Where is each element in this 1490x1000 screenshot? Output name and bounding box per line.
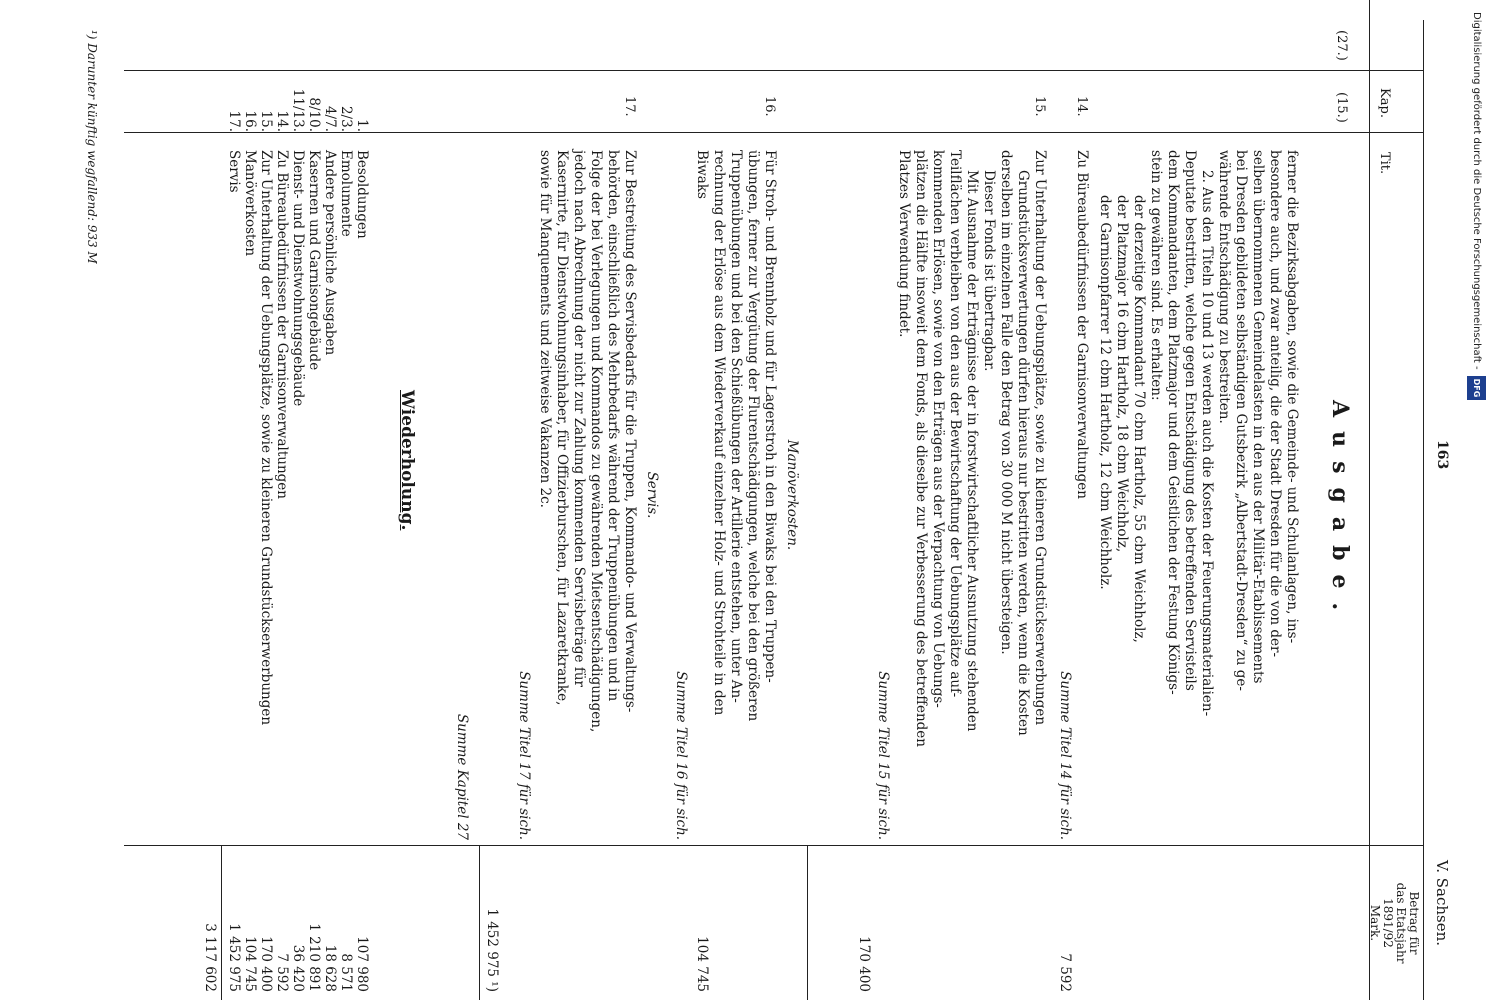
text-line: Mit Ausnahme der Erträgnisse der in forstwirtschaftlicher Ausnutzung stehenden bbox=[964, 170, 980, 732]
recap-label: Dienst- und Dienstwohnungsgebäude bbox=[290, 150, 306, 407]
col-betrag bbox=[1368, 848, 1420, 998]
page-number: 163 bbox=[1434, 440, 1450, 470]
recap-label: Zur Unterhaltung der Uebungsplätze, sowie zu kleineren Grundstückserwerbungen bbox=[258, 150, 274, 726]
text-line: Grundstücksverwertungen dürfen hieraus nur bestritten werden, wenn die Kosten bbox=[1015, 170, 1031, 736]
recap-label: Andere persönliche Ausgaben bbox=[322, 150, 338, 356]
recap-amount: 36 420 bbox=[290, 944, 306, 992]
col-tit: Tit. bbox=[1377, 151, 1392, 175]
recap-no: 8/10. bbox=[306, 97, 322, 132]
continuation-remarks bbox=[1096, 150, 1300, 840]
titel-17-number: 17. bbox=[622, 96, 637, 117]
text-line: dem Kommandanten, dem Platzmajor und dem Geistlichen der Festung Königs- bbox=[1165, 150, 1181, 695]
recap-label: Emolumente bbox=[338, 150, 354, 237]
text-line: währende Entschädigung zu bestreiten. bbox=[1216, 150, 1232, 424]
col-betrag-line: das Etatsjahr bbox=[1394, 882, 1408, 964]
servis-heading: Servis. bbox=[644, 471, 660, 519]
text-line: 2. Aus den Titeln 10 und 13 werden auch die Kosten der Feuerungsmaterialien- bbox=[1199, 170, 1215, 717]
recap-row bbox=[337, 0, 354, 1000]
recap-amount: 7 592 bbox=[274, 953, 290, 992]
text-line: der Garnisonpfarrer 12 cbm Hartholz, 12 cbm Weichholz. bbox=[1097, 195, 1113, 590]
titel-17-text bbox=[515, 150, 638, 840]
text-line: Truppenübungen und bei den Schießübungen der Artillerie entstehen, unter An- bbox=[728, 150, 744, 703]
recap-label: Besoldungen bbox=[354, 150, 370, 239]
recap-row bbox=[353, 0, 370, 1000]
recap-no: 2/3. bbox=[338, 105, 354, 132]
recap-label: Servis bbox=[226, 150, 242, 193]
recap-row bbox=[257, 0, 274, 1000]
text-line: Deputate bestritten, welche gegen Entschädigung des betreffenden Servisteils bbox=[1182, 150, 1198, 691]
text-line: Folge der bei Verlegungen und Kommandos zu gewährenden Mietsentschädigungen, bbox=[588, 150, 604, 733]
recap-label: Zu Büreaubedürfnissen der Garnisonverwaltungen bbox=[274, 150, 290, 499]
tit-number: (15.) bbox=[1334, 92, 1349, 123]
col-kap: Kap. bbox=[1377, 88, 1392, 118]
recap-no: 11/13. bbox=[290, 88, 306, 132]
recap-no: 14. bbox=[274, 110, 290, 132]
recap-title: Wiederholung. bbox=[397, 390, 417, 531]
recap-row bbox=[225, 0, 242, 1000]
text-line: selben übernommenen Gemeindelasten in den aus der Militär-Etablissements bbox=[1250, 150, 1266, 684]
text-line: Platzes Verwendung findet. bbox=[896, 150, 912, 338]
text-line: rechnung der Erlöse aus dem Wiederverkauf einzelner Holz- und Strohteile in den bbox=[711, 150, 727, 716]
titel-16-amount: 104 745 bbox=[694, 936, 710, 992]
titel-16-sum: Summe Titel 16 für sich. bbox=[673, 671, 689, 840]
recap-amount: 8 571 bbox=[338, 953, 354, 992]
titel-14-number: 14. bbox=[1074, 96, 1089, 117]
titel-17-amount: 1 452 975 ¹) bbox=[484, 908, 500, 992]
recap-no: 16. bbox=[242, 110, 258, 132]
col-betrag-line: Mark. bbox=[1368, 904, 1382, 942]
text-line: besondere auch, und zwar anteilig, die der Stadt Dresden für die von der- bbox=[1267, 150, 1283, 658]
recap-no: 1. bbox=[354, 119, 370, 132]
recap-amount: 1 452 975 bbox=[226, 923, 242, 992]
titel-17-sum: Summe Titel 17 für sich. bbox=[516, 671, 532, 840]
text-line: Kasernirte, für Dienstwohnungsinhaber, für Offizierburschen, für Lazaretkranke, bbox=[554, 150, 570, 706]
top-rule bbox=[1423, 20, 1424, 1000]
recap-total: 3 117 602 bbox=[202, 923, 218, 992]
ausgabe-title: Ausgabe. bbox=[1327, 400, 1353, 625]
col-betrag-line: Betrag für bbox=[1407, 891, 1421, 955]
recap-row bbox=[241, 0, 258, 1000]
titel-16-number: 16. bbox=[762, 96, 777, 117]
text-line: bei Dresden gebildeten selbständigen Gutsbezirk „Albertstadt-Dresden“ zu ge- bbox=[1233, 150, 1249, 691]
text-line: der derzeitige Kommandant 70 cbm Hartholz, 55 cbm Weichholz, bbox=[1131, 195, 1147, 643]
manoever-heading: Manöverkosten. bbox=[784, 439, 800, 551]
credit-text: Digitalisierung gefördert durch die Deutsche Forschungsgemeinschaft - bbox=[1471, 12, 1483, 370]
recap-amount: 1 210 891 bbox=[306, 923, 322, 992]
text-line: behörden, einschließlich des Mehrbedarfs während der Truppenübungen und in bbox=[605, 150, 621, 702]
titel-15-number: 15. bbox=[1032, 96, 1047, 117]
titel-15-amount: 170 400 bbox=[856, 936, 872, 992]
text-line: Für Stroh- und Brennholz und für Lagerstroh in den Biwaks bei den Truppen- bbox=[762, 150, 778, 683]
titel-15-sum: Summe Titel 15 für sich. bbox=[875, 671, 891, 840]
text-line: ferner die Bezirksabgaben, sowie die Gemeinde- und Schulanlagen, ins- bbox=[1284, 150, 1300, 644]
titel-15-text bbox=[874, 150, 1048, 840]
recap-no: 4/7. bbox=[322, 105, 338, 132]
text-line: kommenden Erlösen, sowie von den Erträgen aus der Verpachtung von Uebungs- bbox=[930, 150, 946, 708]
recap-label: Kasernen und Garnisongebäude bbox=[306, 150, 322, 371]
text-line: Zu Büreaubedürfnissen der Garnisonverwaltungen bbox=[1074, 150, 1090, 499]
text-line: sowie für Manquements und zeitweise Vakanzen 2c. bbox=[537, 150, 553, 508]
recap-row bbox=[273, 0, 290, 1000]
text-line: der Platzmajor 16 cbm Hartholz, 18 cbm Weichholz, bbox=[1114, 195, 1130, 553]
section-title: V. Sachsen. bbox=[1433, 860, 1451, 947]
recap-amount: 107 980 bbox=[354, 936, 370, 992]
recap-label: Manöverkosten bbox=[242, 150, 258, 257]
digitization-credit bbox=[1464, 0, 1490, 1000]
recap-amount: 104 745 bbox=[242, 936, 258, 992]
text-line: Biwaks bbox=[694, 150, 710, 199]
col-betrag-line: 1891/92 bbox=[1381, 898, 1395, 948]
text-line: plätzen die Hälfte insoweit dem Fonds, als dieselbe zur Verbesserung des betreffenden bbox=[913, 150, 929, 747]
text-line: jedoch nach Abrechnung der nicht zur Zahlung kommenden Servisbeträge für bbox=[571, 150, 587, 687]
titel-14-sum: Summe Titel 14 für sich. bbox=[1057, 671, 1073, 840]
recap-sum-rule bbox=[221, 845, 222, 1000]
amount-rule-17 bbox=[479, 845, 480, 1000]
text-line: Dieser Fonds ist übertragbar. bbox=[981, 170, 997, 372]
titel-14-amount: 7 592 bbox=[1057, 953, 1073, 992]
kapitel-sum: Summe Kapitel 27 bbox=[454, 713, 470, 840]
titel-16-text bbox=[672, 150, 778, 840]
kap-number: (27.) bbox=[1334, 30, 1349, 61]
recap-row bbox=[289, 0, 306, 1000]
titel-14-text bbox=[1056, 150, 1090, 840]
amount-rule-16 bbox=[807, 845, 808, 1000]
text-line: übungen, ferner zur Vergütung der Flurentschädigungen, welche bei den größeren bbox=[745, 150, 761, 722]
recap-no: 15. bbox=[258, 110, 274, 132]
recap-no: 17. bbox=[226, 110, 242, 132]
recap-amount: 170 400 bbox=[258, 936, 274, 992]
dfg-logo: DFG bbox=[1468, 376, 1487, 401]
recap-row bbox=[305, 0, 322, 1000]
footnote: ¹) Darunter künftig wegfallend: 933 M bbox=[85, 30, 99, 264]
text-line: Zur Bestreitung des Servisbedarfs für die Truppen, Kommando- und Verwaltungs- bbox=[622, 150, 638, 713]
recap-amount: 18 628 bbox=[322, 944, 338, 992]
recap-row bbox=[321, 0, 338, 1000]
text-line: Teilflächen verbleiben von den aus der Bewirtschaftung der Uebungsplätze auf- bbox=[947, 150, 963, 698]
text-line: derselben im einzelnen Falle den Betrag von 30 000 M nicht übersteigen. bbox=[998, 150, 1014, 655]
text-line: Zur Unterhaltung der Uebungsplätze, sowie zu kleineren Grundstückserwerbungen bbox=[1032, 150, 1048, 726]
text-line: stein zu gewähren sind. Es erhalten: bbox=[1148, 150, 1164, 401]
